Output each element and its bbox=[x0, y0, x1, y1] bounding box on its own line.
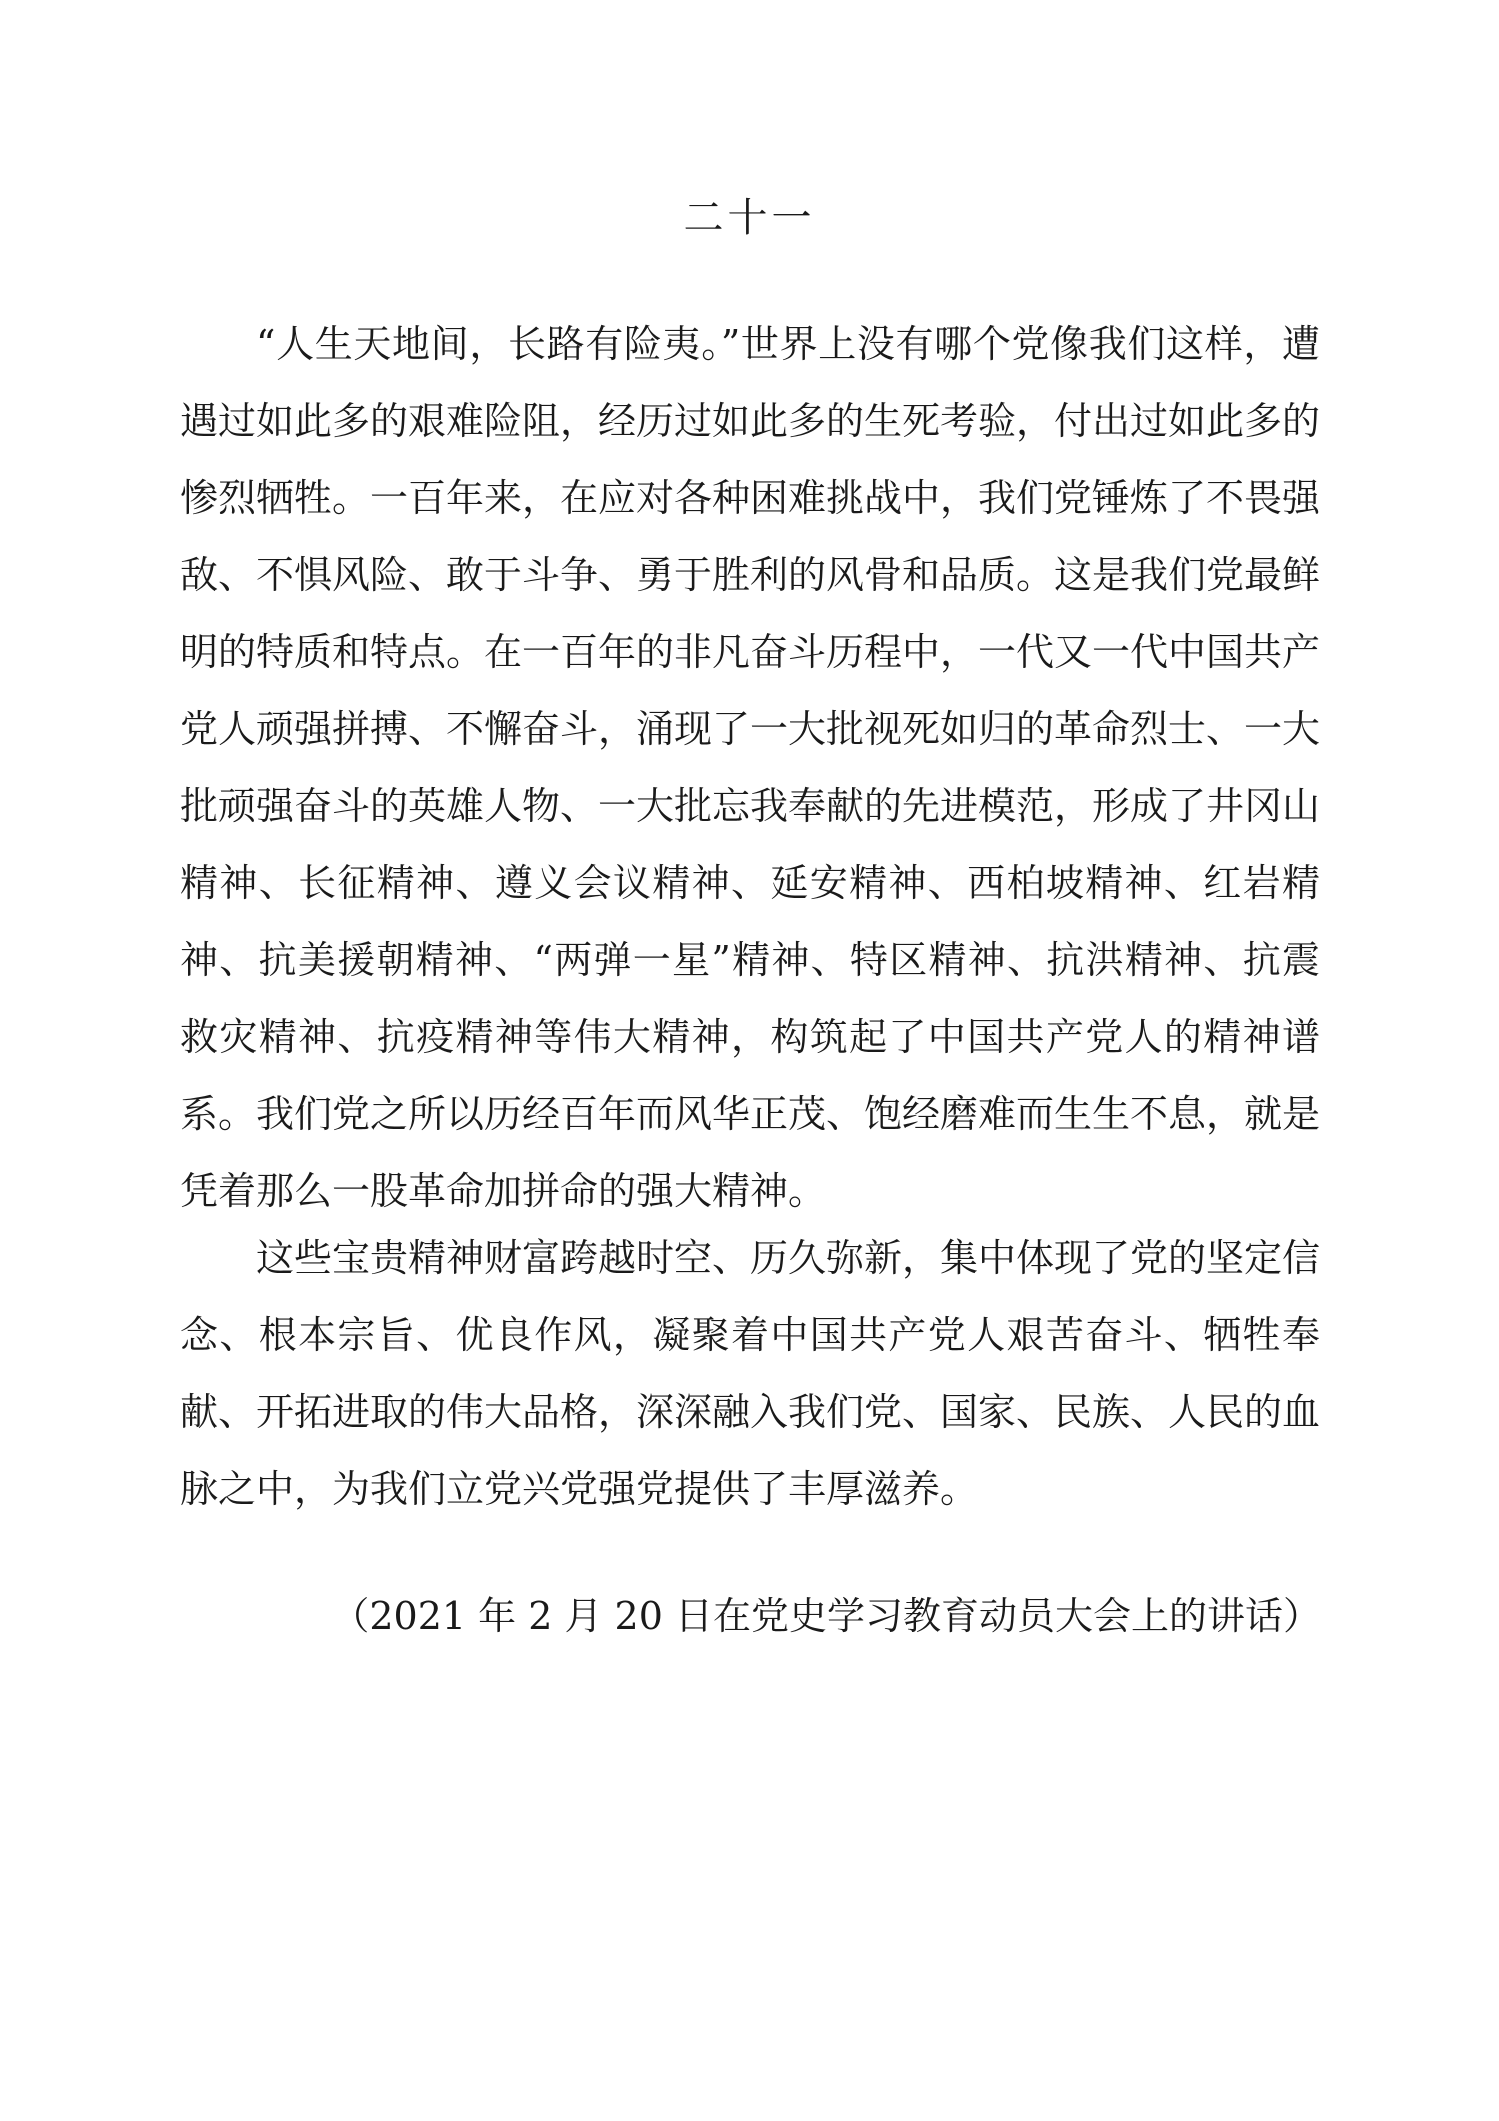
section-title: 二十一 bbox=[683, 195, 816, 241]
source-citation: （2021 年 2 月 20 日在党史学习教育动员大会上的讲话） bbox=[331, 1594, 1321, 1638]
paragraph-1: “人生天地间，长路有险夷。”世界上没有哪个党像我们这样，遭遇过如此多的艰难险阻，经历过如此多的生死考验，付出过如此多的惨烈牺牲。一百年来，在应对各种困难挑战中，我们党锤炼了不畏强敌、不惧风险、敢于斗争、勇于胜利的风骨和品质。这是我们党最鲜明的特质和特点。在一百年的非凡奋斗历程中，一代又一代中国共产党人顽强拼搏、不懈奋斗，涌现了一大批视死如归的革命烈士、一大批顽强奋斗的英雄人物、一大批忘我奉献的先进模范，形成了井冈山精神、长征精神、遵义会议精神、延安精神、西柏坡精神、红岩精神、抗美援朝精神、“两弹一星”精神、特区精神、抗洪精神、抗震救灾精神、抗疫精神等伟大精神，构筑起了中国共产党人的精神谱系。我们党之所以历经百年而风华正茂、饱经磨难而生生不息，就是凭着那么一股革命加拼命的强大精神。 bbox=[180, 322, 1321, 1213]
paragraph-2: 这些宝贵精神财富跨越时空、历久弥新，集中体现了党的坚定信念、根本宗旨、优良作风，凝聚着中国共产党人艰苦奋斗、牺牲奉献、开拓进取的伟大品格，深深融入我们党、国家、民族、人民的血脉之中，为我们立党兴党强党提供了丰厚滋养。 bbox=[180, 1236, 1321, 1511]
